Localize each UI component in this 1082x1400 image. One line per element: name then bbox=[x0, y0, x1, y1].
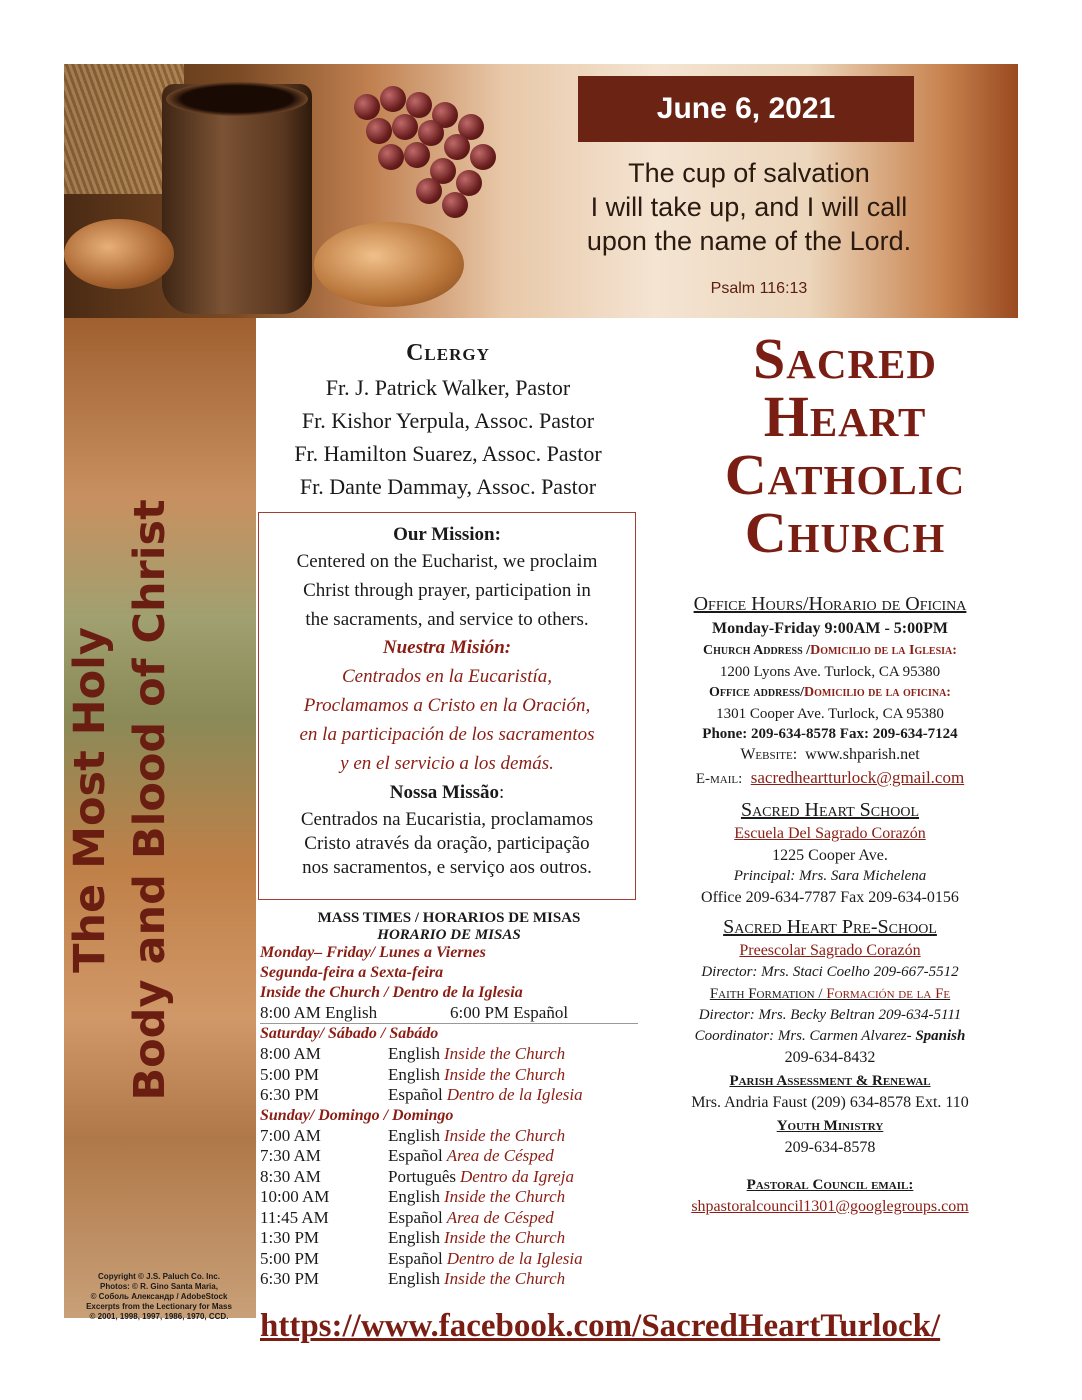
cup-rim bbox=[166, 82, 308, 116]
clergy-member: Fr. J. Patrick Walker, Pastor bbox=[325, 375, 571, 400]
preschool-name-es: Preescolar Sagrado Corazón bbox=[739, 942, 921, 959]
school-name-es: Escuela Del Sagrado Corazón bbox=[734, 825, 926, 842]
feast-title: The Most Holy Body and Blood of Christ bbox=[65, 499, 175, 1101]
youth-ministry-phone: 209-634-8578 bbox=[784, 1139, 876, 1156]
mission-box: Our Mission: Centered on the Eucharist, we proclaim Christ through prayer, participation in the sacraments, and service to others. Nuestra Misión: Centrados en la Eucaristía, Proclamamos a Cristo en la Oración, en la participación de los sacramentos y en el servicio a los demás. Nossa Missão: Centrados na Eucaristia, proclamamos Cristo através da oração, participação nos sacramentos, e serviço aos outros. bbox=[258, 512, 636, 900]
copyright-notice: Copyright © J.S. Paluch Co. Inc. Photos: © R. Gino Santa Maria, © Соболь Александр / AdobeStock Excerpts from the Lectionary for Mass © 2001, 1998, 1997, 1986, 1970, CCD. bbox=[86, 1272, 232, 1321]
school-phone: Office 209-634-7787 Fax 209-634-0156 bbox=[701, 889, 959, 906]
school-heading: Sacred Heart School bbox=[740, 799, 920, 821]
clergy-member: Fr. Hamilton Suarez, Assoc. Pastor bbox=[294, 441, 602, 466]
mass-row: 10:00 AM English Inside the Church bbox=[260, 1187, 566, 1206]
cup-image bbox=[162, 84, 312, 314]
assessment-heading: Parish Assessment & Renewal bbox=[729, 1073, 931, 1089]
faith-coordinator: Coordinator: Mrs. Carmen Alvarez- Spanish bbox=[694, 1028, 966, 1044]
bread-image bbox=[64, 219, 174, 289]
mass-row: 8:30 AM Português Dentro da Igreja bbox=[260, 1166, 574, 1186]
mission-heading-es: Nuestra Misión: bbox=[382, 637, 512, 658]
youth-ministry-heading: Youth Ministry bbox=[776, 1118, 884, 1134]
school-principal: Principal: Mrs. Sara Michelena bbox=[733, 868, 927, 884]
preschool-director: Director: Mrs. Staci Coelho 209-667-5512 bbox=[701, 964, 959, 980]
facebook-link[interactable]: https://www.facebook.com/SacredHeartTurlock/ bbox=[260, 1308, 941, 1344]
mass-row: 8:00 AM English Inside the Church bbox=[260, 1044, 566, 1063]
mass-row: 1:30 PM English Inside the Church bbox=[260, 1228, 566, 1247]
mass-row: 6:30 PM Español Dentro de la Iglesia bbox=[260, 1085, 583, 1104]
clergy-member: Fr. Dante Dammay, Assoc. Pastor bbox=[299, 474, 597, 499]
pastoral-council-email[interactable]: shpastoralcouncil1301@googlegroups.com bbox=[691, 1198, 969, 1215]
mission-heading-pt: Nossa Missão: bbox=[389, 782, 505, 803]
pastoral-council-heading: Pastoral Council email: bbox=[746, 1177, 914, 1193]
mass-heading: MASS TIMES / HORARIOS DE MISAS bbox=[317, 910, 581, 926]
clergy-member: Fr. Kishor Yerpula, Assoc. Pastor bbox=[301, 408, 595, 433]
office-hours: Monday-Friday 9:00AM - 5:00PM bbox=[712, 620, 948, 637]
office-address: 1301 Cooper Ave. Turlock, CA 95380 bbox=[716, 706, 944, 722]
phone-fax: Phone: 209-634-8578 Fax: 209-634-7124 bbox=[702, 726, 958, 742]
email-link[interactable]: sacredheartturlock@gmail.com bbox=[750, 768, 965, 787]
faith-coordinator-phone: 209-634-8432 bbox=[784, 1049, 876, 1066]
email-line: E-mail: sacredheartturlock@gmail.com bbox=[695, 768, 965, 787]
faith-director: Director: Mrs. Becky Beltran 209-634-5111 bbox=[698, 1007, 962, 1023]
office-address-label: Office address/Domicilio de la oficina: bbox=[709, 685, 951, 700]
weekday-mass-row: 8:00 AM English 6:00 PM Español bbox=[260, 1003, 638, 1024]
mass-row: 7:30 AM Español Area de Césped bbox=[260, 1146, 554, 1165]
clergy-heading: Clergy bbox=[406, 340, 490, 366]
mass-row: 7:00 AM English Inside the Church bbox=[260, 1125, 566, 1145]
website-line: Website: www.shparish.net bbox=[740, 746, 920, 763]
assessment-contact: Mrs. Andria Faust (209) 634-8578 Ext. 110 bbox=[691, 1094, 969, 1111]
mass-row: 5:00 PM Español Dentro de la Iglesia bbox=[260, 1248, 583, 1268]
church-address: 1200 Lyons Ave. Turlock, CA 95380 bbox=[719, 664, 941, 680]
mission-heading-en: Our Mission: bbox=[393, 524, 501, 545]
office-hours-heading: Office Hours/Horario de Oficina bbox=[693, 593, 967, 615]
website-link[interactable]: www.shparish.net bbox=[805, 746, 920, 763]
mass-row: 6:30 PM English Inside the Church bbox=[260, 1269, 566, 1288]
church-name: Sacred Heart Catholic Church bbox=[724, 326, 966, 565]
faith-formation-heading: Faith Formation / Formación de la Fe bbox=[709, 986, 951, 1002]
bread-roll-image bbox=[314, 222, 464, 307]
header-banner bbox=[64, 64, 1018, 318]
scripture-quote: The cup of salvation I will take up, and I will call upon the name of the Lord. bbox=[586, 158, 912, 256]
communion-photo bbox=[64, 64, 534, 318]
grapes-image bbox=[314, 74, 504, 224]
church-address-label: Church Address /Domicilio de la Iglesia: bbox=[703, 643, 957, 658]
bulletin-date: June 6, 2021 bbox=[578, 76, 914, 142]
scripture-citation: Psalm 116:13 bbox=[710, 280, 808, 297]
parish-info bbox=[650, 590, 1010, 1217]
mass-row: 11:45 AM Español Area de Césped bbox=[260, 1207, 554, 1227]
mass-times: MASS TIMES / HORARIOS DE MISAS HORARIO DE MISAS Monday– Friday/ Lunes a Viernes Segunda-feira a Sexta-feira Inside the Church / Dentro de la Iglesia 8:00 AM English 6:00 PM Español Saturday/ Sábado / Sabádo 8:00 AM English Inside the Church 5:00 PM English Inside the Church 6:30 PM Español Dentro de la Iglesia Sunday/ Domingo / Domingo 7:00 AM English Inside the Church 7:30 AM Español Area de Césped 8:30 AM Português Dentro da Igreja 10:00 AM English Inside the Church 11:45 AM Español Area de Césped 1:30 PM English Inside the Church 5:00 PM Español Dentro de la Iglesia 6:30 PM English Inside the Church bbox=[260, 910, 638, 1290]
mass-row: 5:00 PM English Inside the Church bbox=[260, 1064, 566, 1084]
mass-subheading: HORARIO DE MISAS bbox=[377, 927, 521, 943]
clergy-section bbox=[262, 340, 634, 503]
preschool-heading: Sacred Heart Pre-School bbox=[723, 916, 937, 938]
school-address: 1225 Cooper Ave. bbox=[772, 847, 888, 864]
